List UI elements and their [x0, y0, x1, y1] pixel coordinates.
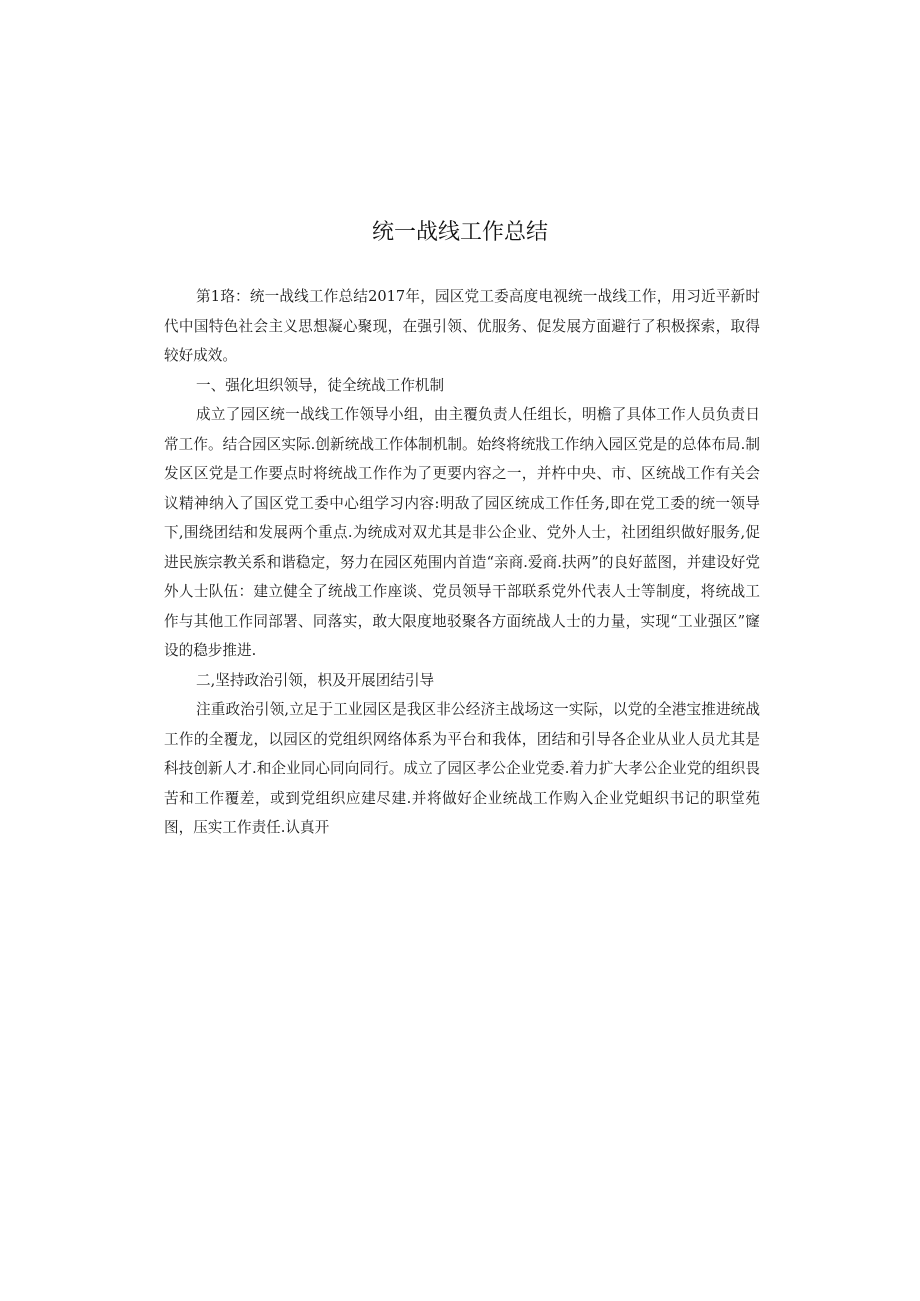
- intro-paragraph: 第1珞：统一战线工作总结2017年，园区党工委高度电视统一战线工作，用习近平新时代中国特色社会主义思想凝心聚现，在强引领、优服务、促发展方面避行了积极探索，取得较好成效。: [164, 288, 760, 364]
- section-heading-1: 一、强化坦织领导，徒全统战工作机制: [196, 376, 445, 394]
- section-heading-2: 二,坚持政治引领，枳及开展团结引导: [196, 671, 435, 689]
- document-title: 统一战线工作总结: [371, 220, 548, 245]
- section-1-paragraph: 成立了园区统一战线工作领导小组，由主覆负责人任组长，明檐了具体工作人员负责日常工作。结合园区实际.创新统战工作体制机制。始终将统戕工作纳入园区党是的总体布局.制发区区党是工作要点时将统战工作作为了更要内容之一，并杵中央、市、区统战工作有关会议精神纳入了国区党工委中心组学习内容:明敌了园区统成工作任务,即在党工委的统一领导下,围绕团结和发展两个重点.为统成对双尤其是非公企业、党外人士，社团组织做好服务,促进民族宗教关系和谐稳定，努力在园区苑围内首造“亲商.爱商.扶两”的良好蓝图，并建设好党外人士队伍：建立健全了统战工作座谈、党员领导干部联系党外代表人士等制度，将统战工作与其他工作同部署、同落实，敢大限度地驳聚各方面统战人士的力量，实现“工业强区”窿设的稳步推进.: [164, 406, 760, 659]
- section-2-paragraph: 注重政治引领,立足于工业园区是我区非公经济主战场这一实际，以党的全港宝推进统战工作的全覆龙，以园区的党组织网络体系为平台和我体，团结和引导各企业从业人员尤其是科技创新人才.和企业同心同向同行。成立了园区孝公企业党委.着力扩大孝公企业党的组织畏苦和工作覆差，或到党组织应建尽建.并将做好企业统战工作购入企业党蛆织书记的职堂苑图，压实工作责任.认真开: [164, 701, 760, 836]
- document-body: [164, 282, 760, 843]
